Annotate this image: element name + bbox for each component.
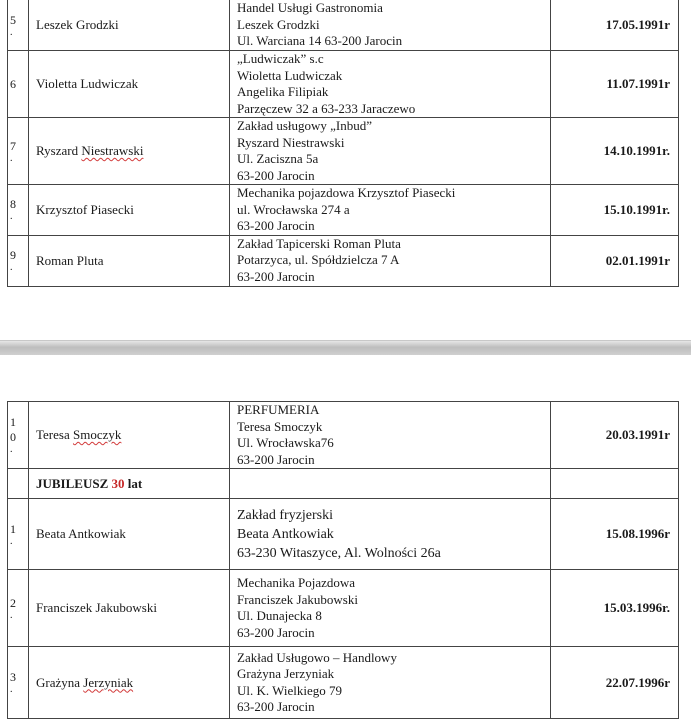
row-number: 1 . <box>8 499 29 570</box>
registration-date: 20.03.1991r <box>551 402 679 469</box>
table-row <box>8 570 679 647</box>
owner-name: Roman Pluta <box>29 235 230 286</box>
business-details: Zakład fryzjerski Beata Antkowiak 63-230 Witaszyce, Al. Wolności 26a <box>230 499 551 570</box>
row-number: 7 . <box>8 118 29 185</box>
registration-date: 22.07.1996r <box>551 647 679 719</box>
owner-name: Franciszek Jakubowski <box>29 570 230 647</box>
owner-name: Violetta Ludwiczak <box>29 51 230 118</box>
table-row <box>8 0 679 51</box>
owner-name: Leszek Grodzki <box>29 0 230 51</box>
row-number: 5 . <box>8 0 29 51</box>
owner-name: Grażyna Jerzyniak <box>29 647 230 719</box>
business-details: „Ludwiczak” s.c Wioletta Ludwiczak Angelika Filipiak Parzęczew 32 a 63-233 Jaraczewo <box>230 51 551 118</box>
registration-date: 11.07.1991r <box>551 51 679 118</box>
registration-date: 15.08.1996r <box>551 499 679 570</box>
business-details: Zakład Usługowo – Handlowy Grażyna Jerzyniak Ul. K. Wielkiego 79 63-200 Jarocin <box>230 647 551 719</box>
table-row <box>8 402 679 469</box>
business-details: PERFUMERIA Teresa Smoczyk Ul. Wrocławska76 63-200 Jarocin <box>230 402 551 469</box>
table-row <box>8 118 679 185</box>
bottom-registry-table <box>7 401 679 719</box>
top-page <box>0 0 691 340</box>
business-details: Handel Usługi Gastronomia Leszek Grodzki Ul. Warciana 14 63-200 Jarocin <box>230 0 551 51</box>
registration-date: 14.10.1991r. <box>551 118 679 185</box>
table-row <box>8 235 679 286</box>
registration-date: 15.10.1991r. <box>551 185 679 236</box>
row-number: 2 . <box>8 570 29 647</box>
table-row <box>8 185 679 236</box>
owner-name: Krzysztof Piasecki <box>29 185 230 236</box>
business-details: Mechanika pojazdowa Krzysztof Piasecki ul. Wrocławska 274 a 63-200 Jarocin <box>230 185 551 236</box>
row-number: 1 0 . <box>8 402 29 469</box>
business-details: Mechanika Pojazdowa Franciszek Jakubowski Ul. Dunajecka 8 63-200 Jarocin <box>230 570 551 647</box>
jubilee-row <box>8 469 679 499</box>
top-registry-table <box>7 0 679 287</box>
owner-name: Beata Antkowiak <box>29 499 230 570</box>
registration-date: 17.05.1991r <box>551 0 679 51</box>
bottom-page <box>0 355 691 720</box>
registration-date: 02.01.1991r <box>551 235 679 286</box>
owner-name: Ryszard Niestrawski <box>29 118 230 185</box>
owner-name: Teresa Smoczyk <box>29 402 230 469</box>
row-number: 3 . <box>8 647 29 719</box>
row-number: 9 . <box>8 235 29 286</box>
table-row <box>8 647 679 719</box>
table-row <box>8 51 679 118</box>
registration-date: 15.03.1996r. <box>551 570 679 647</box>
row-number: 8 . <box>8 185 29 236</box>
business-details: Zakład Tapicerski Roman Pluta Potarzyca, ul. Spółdzielcza 7 A 63-200 Jarocin <box>230 235 551 286</box>
table-row <box>8 499 679 570</box>
page-break <box>0 340 691 356</box>
row-number: 6 <box>8 51 29 118</box>
business-details: Zakład usługowy „Inbud” Ryszard Niestrawski Ul. Zaciszna 5a 63-200 Jarocin <box>230 118 551 185</box>
jubilee-heading: JUBILEUSZ 30 lat <box>29 469 230 499</box>
